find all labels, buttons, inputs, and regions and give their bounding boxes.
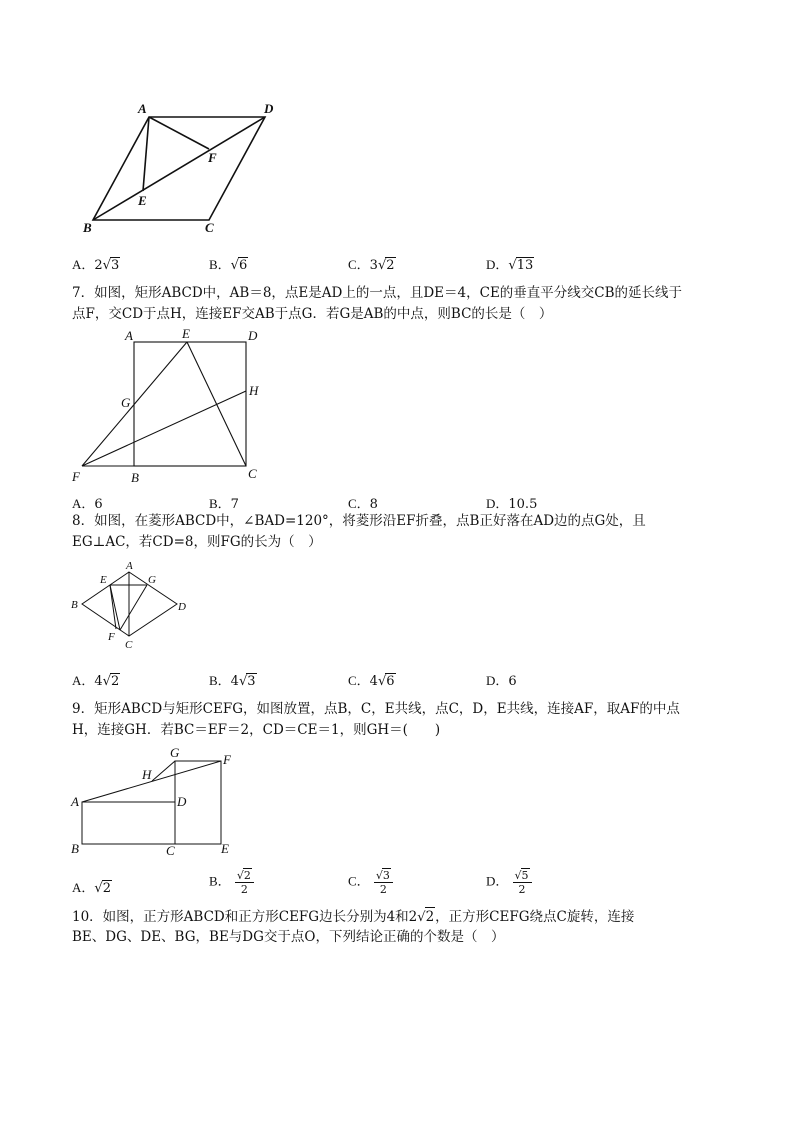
q6-option-d: D．√13 <box>486 257 534 273</box>
q7-label-B: B <box>131 470 139 485</box>
q6-label-B: B <box>83 220 92 235</box>
q8-label-G: G <box>148 574 156 586</box>
q8-text-line2: EG⊥AC，若CD=8，则FG的长为（ ） <box>72 534 322 550</box>
q6-label-C: C <box>205 220 214 235</box>
q7-label-C: C <box>248 466 257 481</box>
q8-label-C: C <box>125 639 133 651</box>
q6-option-b: B．√6 <box>209 257 248 273</box>
q7-text-line1: 7．如图，矩形ABCD中，AB＝8，点E是AD上的一点，且DE＝4，CE的垂直平分线交CB的延长线于 <box>72 285 683 301</box>
q9-text-line2: H，连接GH．若BC＝EF＝2，CD＝CE＝1，则GH＝( ) <box>72 722 441 738</box>
q6-option-c: C．3√2 <box>348 257 395 273</box>
q6-label-A: A <box>138 101 147 116</box>
q9-label-A: A <box>71 794 79 809</box>
q7-option-a: A．6 <box>72 496 103 512</box>
q9-option-a: A．√2 <box>72 880 111 896</box>
q9-label-B: B <box>71 841 79 856</box>
q7-text-line2: 点F，交CD于点H，连接EF交AB于点G．若G是AB的中点，则BC的长是（ ） <box>72 306 553 322</box>
q8-label-A: A <box>126 560 133 572</box>
q7-label-F: F <box>72 469 80 484</box>
q6-label-F: F <box>208 150 217 165</box>
q7-label-G: G <box>121 395 131 410</box>
q8-label-E: E <box>100 574 107 586</box>
q8-option-a: A．4√2 <box>72 673 120 689</box>
q9-label-E: E <box>221 841 229 856</box>
q8-option-b: B．4√3 <box>209 673 256 689</box>
q7-label-A: A <box>125 328 133 343</box>
q7-label-E: E <box>182 326 190 341</box>
q9-option-b-fraction: $\frac{√2}{2}$ <box>235 868 254 896</box>
q7-label-H: H <box>249 383 259 398</box>
q8-label-D: D <box>178 601 186 613</box>
q10-text-line2: BE、DG、DE、BG，BE与DG交于点O，下列结论正确的个数是（ ） <box>72 929 505 945</box>
q7-label-D: D <box>248 328 258 343</box>
q9-option-b: B． $\frac{√2}{2}$ <box>209 868 254 896</box>
q10-text-line1: 10．如图，正方形ABCD和正方形CEFG边长分别为4和2√2，正方形CEFG绕点C旋转，连接 <box>72 909 635 925</box>
q9-option-c-fraction: $\frac{√3}{2}$ <box>374 868 393 896</box>
q6-option-a: A．2√3 <box>72 257 120 273</box>
q9-option-c: C． $\frac{√3}{2}$ <box>348 868 393 896</box>
q8-option-d: D．6 <box>486 673 517 689</box>
q7-option-d: D．10.5 <box>486 496 538 512</box>
q6-label-D: D <box>264 101 274 116</box>
q9-label-F: F <box>223 752 231 767</box>
q7-option-c: C．8 <box>348 496 378 512</box>
q9-option-d-fraction: $\frac{√5}{2}$ <box>513 868 532 896</box>
q8-text-line1: 8．如图，在菱形ABCD中，∠BAD=120°，将菱形沿EF折叠，点B正好落在AD边的点G处，且 <box>72 513 646 529</box>
q9-option-d: D． $\frac{√5}{2}$ <box>486 868 532 896</box>
q8-label-F: F <box>108 631 115 643</box>
q9-text-line1: 9．矩形ABCD与矩形CEFG，如图放置，点B，C，E共线，点C，D，E共线，连接AF，取AF的中点 <box>72 701 680 717</box>
q7-option-b: B．7 <box>209 496 239 512</box>
q9-label-H: H <box>142 767 152 782</box>
q9-label-D: D <box>177 794 187 809</box>
q6-label-E: E <box>138 193 147 208</box>
q9-label-C: C <box>166 843 175 858</box>
q8-label-B: B <box>71 599 78 611</box>
q8-option-c: C．4√6 <box>348 673 395 689</box>
q9-label-G: G <box>170 745 180 760</box>
